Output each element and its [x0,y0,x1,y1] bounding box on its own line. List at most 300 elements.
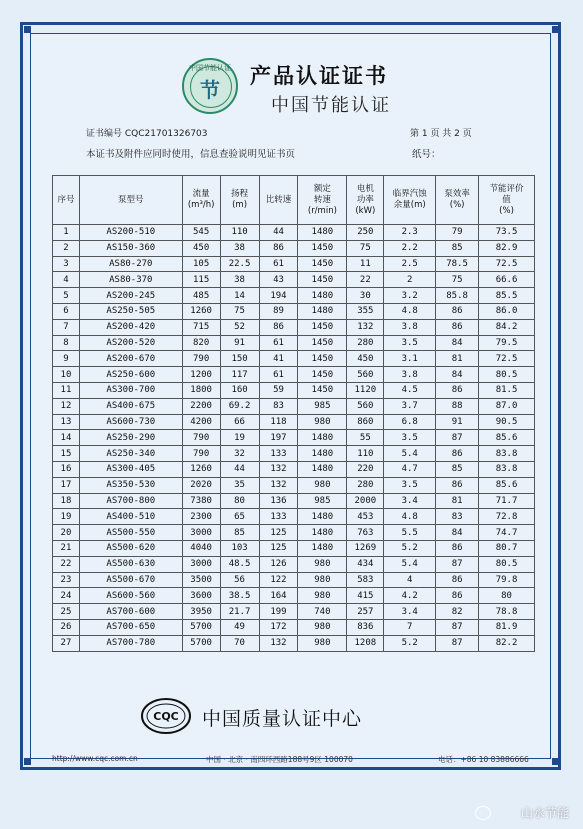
table-cell: 5 [53,288,80,304]
table-cell: 985 [298,493,347,509]
table-cell: 115 [182,272,220,288]
table-cell: 14 [53,430,80,446]
table-cell: 19 [53,509,80,525]
table-cell: 27 [53,635,80,651]
table-row [53,225,535,241]
table-cell: 87 [436,430,479,446]
table-cell: 86 [259,240,298,256]
table-cell: 84 [436,525,479,541]
table-cell: 1480 [298,461,347,477]
table-cell: AS500-620 [79,540,182,556]
table-cell: 560 [347,367,384,383]
table-cell: 78.5 [436,256,479,272]
table-cell: 1450 [298,319,347,335]
table-cell: AS200-670 [79,351,182,367]
table-cell: 83.8 [479,461,535,477]
table-cell: 87 [436,619,479,635]
corner-decoration [552,758,559,765]
table-cell: 980 [298,588,347,604]
table-cell: 3.4 [384,604,436,620]
table-cell: 3600 [182,588,220,604]
table-cell: 4040 [182,540,220,556]
table-row [53,414,535,430]
table-cell: 1120 [347,382,384,398]
table-cell: 122 [259,572,298,588]
table-cell: 84.2 [479,319,535,335]
table-cell: 117 [220,367,259,383]
table-cell: 355 [347,303,384,319]
table-cell: 38 [220,272,259,288]
table-row [53,303,535,319]
table-cell: AS300-700 [79,382,182,398]
table-row [53,635,535,651]
table-cell: 5700 [182,619,220,635]
table-cell: 7 [53,319,80,335]
logo-text: 中国节能认证 [189,64,231,72]
table-cell: 132 [259,477,298,493]
table-cell: AS600-560 [79,588,182,604]
wechat-icon [475,806,491,820]
table-cell: 86 [436,588,479,604]
table-cell: AS250-600 [79,367,182,383]
table-cell: 56 [220,572,259,588]
table-cell: 65 [220,509,259,525]
table-cell: 84 [436,367,479,383]
table-cell: AS700-780 [79,635,182,651]
certificate-subtitle: 中国节能认证 [271,95,391,116]
table-cell: AS600-730 [79,414,182,430]
table-cell: 90.5 [479,414,535,430]
table-cell: 85.6 [479,430,535,446]
table-cell: 73.5 [479,225,535,241]
table-cell: 132 [259,461,298,477]
table-cell: 2020 [182,477,220,493]
table-cell: 30 [347,288,384,304]
table-cell: AS200-520 [79,335,182,351]
table-cell: 75 [347,240,384,256]
table-cell: 52 [220,319,259,335]
table-cell: 1200 [182,367,220,383]
table-cell: 70 [220,635,259,651]
table-cell: 103 [220,540,259,556]
table-cell: 820 [182,335,220,351]
table-cell: AS80-370 [79,272,182,288]
table-cell: 26 [53,619,80,635]
table-cell: AS150-360 [79,240,182,256]
table-cell: 3.2 [384,288,436,304]
table-cell: AS400-675 [79,398,182,414]
column-header: 泵效率 (%) [436,176,479,225]
table-cell: 81 [436,493,479,509]
table-row [53,604,535,620]
table-cell: 3000 [182,556,220,572]
table-row [53,477,535,493]
certificate-title: 产品认证证书 [250,64,388,88]
table-cell: 88 [436,398,479,414]
table-cell: AS500-630 [79,556,182,572]
table-cell: 72.5 [479,351,535,367]
table-cell: AS200-420 [79,319,182,335]
table-cell: 79.8 [479,572,535,588]
column-header: 流量 (m³/h) [182,176,220,225]
table-cell: AS200-510 [79,225,182,241]
table-cell: 980 [298,477,347,493]
table-cell: 740 [298,604,347,620]
table-cell: 85 [220,525,259,541]
table-cell: 86 [436,446,479,462]
table-cell: 11 [347,256,384,272]
table-cell: AS250-290 [79,430,182,446]
table-cell: 25 [53,604,80,620]
table-cell: 485 [182,288,220,304]
table-cell: 9 [53,351,80,367]
table-cell: 87.0 [479,398,535,414]
table-cell: 17 [53,477,80,493]
table-cell: 5.2 [384,540,436,556]
table-cell: 160 [220,382,259,398]
table-cell: 3.8 [384,319,436,335]
table-cell: 280 [347,477,384,493]
table-cell: AS250-505 [79,303,182,319]
table-cell: 980 [298,619,347,635]
energy-certification-logo: 中国节能认证 节 [182,58,238,114]
table-cell: 12 [53,398,80,414]
table-cell: 1450 [298,335,347,351]
table-cell: AS80-270 [79,256,182,272]
table-cell: 1450 [298,382,347,398]
table-cell: 48.5 [220,556,259,572]
table-row [53,430,535,446]
table-cell: 74.7 [479,525,535,541]
table-cell: 5.5 [384,525,436,541]
table-cell: 280 [347,335,384,351]
table-cell: 1800 [182,382,220,398]
table-cell: 1450 [298,367,347,383]
table-cell: 450 [347,351,384,367]
table-cell: 44 [259,225,298,241]
table-cell: 4.8 [384,303,436,319]
table-cell: 5.4 [384,446,436,462]
table-cell: 24 [53,588,80,604]
table-cell: 415 [347,588,384,604]
table-cell: 41 [259,351,298,367]
table-cell: 1480 [298,540,347,556]
table-row [53,619,535,635]
table-cell: 6.8 [384,414,436,430]
table-row [53,367,535,383]
usage-note: 本证书及附件应同时使用，信息查验说明见证书页 [86,149,296,160]
table-cell: 4200 [182,414,220,430]
cqc-logo-text: CQC [153,710,179,723]
table-cell: 1450 [298,256,347,272]
product-table [52,175,535,652]
table-row [53,319,535,335]
table-cell: 72.5 [479,256,535,272]
table-cell: 2 [53,240,80,256]
table-row [53,509,535,525]
table-cell: 83 [259,398,298,414]
table-cell: 23 [53,572,80,588]
table-cell: 2200 [182,398,220,414]
table-cell: 164 [259,588,298,604]
table-cell: 19 [220,430,259,446]
phone: 电话：+86 10 83886666 [438,755,529,764]
table-cell: 3500 [182,572,220,588]
table-cell: 89 [259,303,298,319]
table-cell: 3.8 [384,367,436,383]
table-cell: 836 [347,619,384,635]
table-cell: 81 [436,351,479,367]
table-cell: 980 [298,572,347,588]
table-cell: 110 [220,225,259,241]
table-cell: 15 [53,446,80,462]
table-cell: AS350-530 [79,477,182,493]
table-cell: 61 [259,256,298,272]
table-cell: 105 [182,256,220,272]
table-cell: 10 [53,367,80,383]
table-cell: 172 [259,619,298,635]
table-cell: 980 [298,556,347,572]
table-body [53,225,535,652]
table-cell: 1 [53,225,80,241]
table-cell: 545 [182,225,220,241]
table-cell: 197 [259,430,298,446]
table-cell: 86.0 [479,303,535,319]
table-row [53,382,535,398]
table-cell: 2.5 [384,256,436,272]
table-row [53,335,535,351]
table-cell: 2000 [347,493,384,509]
table-cell: 1480 [298,430,347,446]
table-cell: 3950 [182,604,220,620]
table-cell: 3 [53,256,80,272]
table-cell: 83.8 [479,446,535,462]
table-cell: 1260 [182,303,220,319]
table-cell: 49 [220,619,259,635]
table-cell: 3000 [182,525,220,541]
table-cell: 61 [259,367,298,383]
table-cell: 110 [347,446,384,462]
column-header: 额定 转速 (r/min) [298,176,347,225]
table-cell: 22 [53,556,80,572]
table-cell: 79 [436,225,479,241]
table-cell: 69.2 [220,398,259,414]
table-cell: 18 [53,493,80,509]
table-cell: 980 [298,635,347,651]
table-row [53,256,535,272]
table-cell: 5.4 [384,556,436,572]
table-cell: 6 [53,303,80,319]
table-row [53,540,535,556]
table-cell: 7 [384,619,436,635]
table-cell: 860 [347,414,384,430]
table-cell: 1269 [347,540,384,556]
corner-decoration [24,26,31,33]
table-cell: 38 [220,240,259,256]
table-cell: 91 [220,335,259,351]
table-cell: 61 [259,335,298,351]
table-cell: 13 [53,414,80,430]
table-header-row [53,176,535,225]
table-cell: 86 [436,540,479,556]
table-cell: 4 [53,272,80,288]
table-cell: 80.5 [479,367,535,383]
table-cell: AS400-510 [79,509,182,525]
table-cell: 8 [53,335,80,351]
table-cell: 4.7 [384,461,436,477]
column-header: 泵型号 [79,176,182,225]
table-cell: 3.1 [384,351,436,367]
table-cell: 86 [436,303,479,319]
cqc-logo [140,696,192,736]
table-cell: 136 [259,493,298,509]
table-cell: 1450 [298,272,347,288]
table-cell: 715 [182,319,220,335]
table-cell: 80 [479,588,535,604]
website-url[interactable]: http://www.cqc.com.cn [52,754,138,763]
table-cell: 80.7 [479,540,535,556]
table-cell: 87 [436,556,479,572]
table-row [53,272,535,288]
table-cell: 3.5 [384,430,436,446]
table-row [53,398,535,414]
table-cell: 86 [436,572,479,588]
table-cell: 38.5 [220,588,259,604]
table-row [53,588,535,604]
table-row [53,493,535,509]
table-cell: 220 [347,461,384,477]
table-cell: 3.7 [384,398,436,414]
table-cell: 14 [220,288,259,304]
table-cell: 1480 [298,225,347,241]
table-cell: 80 [220,493,259,509]
table-cell: 257 [347,604,384,620]
table-cell: 55 [347,430,384,446]
table-cell: 21 [53,540,80,556]
table-cell: 199 [259,604,298,620]
table-cell: 132 [347,319,384,335]
table-cell: 4.2 [384,588,436,604]
table-cell: 790 [182,351,220,367]
table-row [53,461,535,477]
table-cell: 194 [259,288,298,304]
table-cell: 81.9 [479,619,535,635]
table-cell: 85.8 [436,288,479,304]
table-cell: 22.5 [220,256,259,272]
table-cell: 81.5 [479,382,535,398]
table-cell: 2 [384,272,436,288]
table-cell: AS500-670 [79,572,182,588]
table-cell: 87 [436,635,479,651]
table-cell: 2.2 [384,240,436,256]
table-cell: 86 [436,319,479,335]
page-number: 第 1 页 共 2 页 [410,129,472,139]
table-cell: 43 [259,272,298,288]
table-cell: 1480 [298,509,347,525]
table-cell: 5700 [182,635,220,651]
table-cell: 7380 [182,493,220,509]
table-cell: 1480 [298,525,347,541]
cqc-center-name: 中国质量认证中心 [202,708,363,730]
table-cell: 85.6 [479,477,535,493]
table-cell: 20 [53,525,80,541]
table-cell: AS200-245 [79,288,182,304]
table-cell: 790 [182,446,220,462]
table-cell: 82.9 [479,240,535,256]
table-cell: 86 [436,382,479,398]
table-cell: 66 [220,414,259,430]
table-cell: 84 [436,335,479,351]
table-row [53,572,535,588]
table-cell: 1260 [182,461,220,477]
table-cell: AS300-405 [79,461,182,477]
table-cell: 126 [259,556,298,572]
column-header: 节能评价 值 (%) [479,176,535,225]
table-row [53,556,535,572]
table-cell: 22 [347,272,384,288]
table-row [53,351,535,367]
table-cell: 79.5 [479,335,535,351]
column-header: 电机 功率 (kW) [347,176,384,225]
table-cell: 91 [436,414,479,430]
table-cell: 32 [220,446,259,462]
table-cell: 11 [53,382,80,398]
corner-decoration [552,26,559,33]
table-cell: 59 [259,382,298,398]
table-cell: 980 [298,414,347,430]
table-cell: AS500-550 [79,525,182,541]
table-cell: 118 [259,414,298,430]
table-cell: 71.7 [479,493,535,509]
table-cell: 86 [259,319,298,335]
table-row [53,288,535,304]
table-cell: AS700-650 [79,619,182,635]
table-cell: 82.2 [479,635,535,651]
table-cell: 16 [53,461,80,477]
column-header: 临界汽蚀 余量(m) [384,176,436,225]
watermark: 山水节能 [520,806,569,820]
table-cell: 2300 [182,509,220,525]
table-cell: 4.5 [384,382,436,398]
table-cell: 44 [220,461,259,477]
table-cell: 250 [347,225,384,241]
table-cell: 75 [220,303,259,319]
table-cell: 583 [347,572,384,588]
table-cell: 790 [182,430,220,446]
table-cell: 3.5 [384,335,436,351]
table-cell: 3.4 [384,493,436,509]
certificate-number: 证书编号 CQC21701326703 [86,129,208,139]
table-cell: 763 [347,525,384,541]
table-row [53,525,535,541]
table-cell: 66.6 [479,272,535,288]
table-cell: 85.5 [479,288,535,304]
table-cell: 133 [259,446,298,462]
table-cell: 82 [436,604,479,620]
column-header: 序号 [53,176,80,225]
table-cell: 72.8 [479,509,535,525]
table-cell: 86 [436,477,479,493]
table-cell: 453 [347,509,384,525]
table-cell: AS700-800 [79,493,182,509]
table-cell: 132 [259,635,298,651]
table-cell: 4 [384,572,436,588]
table-cell: 560 [347,398,384,414]
table-cell: 5.2 [384,635,436,651]
table-cell: 1480 [298,446,347,462]
table-row [53,446,535,462]
table-cell: 133 [259,509,298,525]
